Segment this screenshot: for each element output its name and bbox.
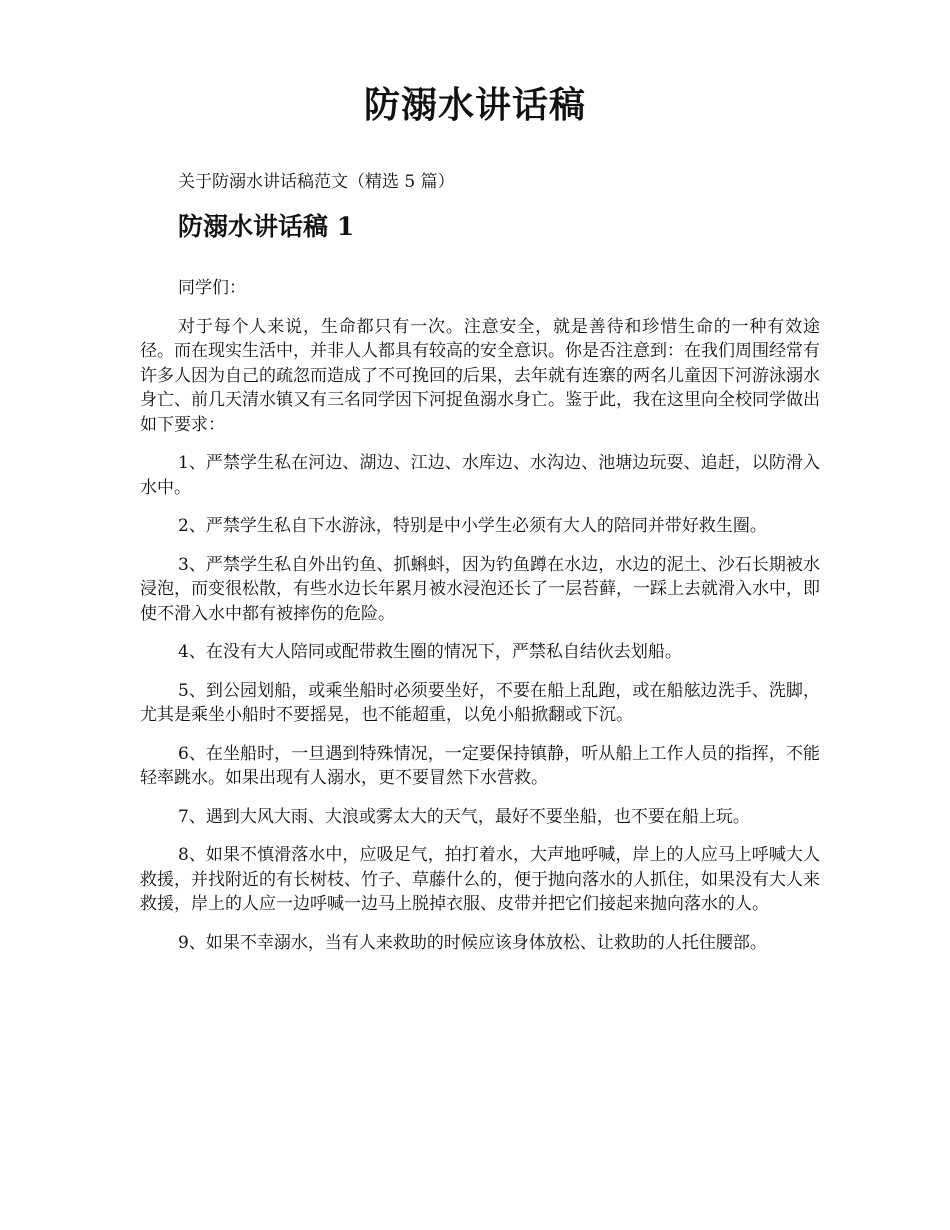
rule-paragraph-7: 7、遇到大风大雨、大浪或雾太大的天气，最好不要坐船，也不要在船上玩。 bbox=[178, 806, 750, 827]
rule-paragraph-1: 1、严禁学生私在河边、湖边、江边、水库边、水沟边、池塘边玩耍、追赶，以防滑入水中。 bbox=[140, 453, 820, 498]
section-heading: 防溺水讲话稿 1 bbox=[178, 212, 355, 241]
rule-paragraph-9: 9、如果不幸溺水，当有人来救助的时候应该身体放松、让救助的人托住腰部。 bbox=[178, 932, 767, 953]
document-subtitle: 关于防溺水讲话稿范文（精选 5 篇） bbox=[178, 172, 455, 192]
rule-paragraph-6: 6、在坐船时，一旦遇到特殊情况，一定要保持镇静，听从船上工作人员的指挥，不能轻率跳水。如果出现有人溺水，更不要冒然下水营救。 bbox=[140, 743, 820, 788]
rule-paragraph-2: 2、严禁学生私自下水游泳，特别是中小学生必须有大人的陪同并带好救生圈。 bbox=[178, 516, 767, 536]
document-body bbox=[140, 276, 820, 969]
document-title: 防溺水讲话稿 bbox=[363, 84, 586, 126]
rule-paragraph-5: 5、到公园划船，或乘坐船时必须要坐好，不要在船上乱跑，或在船舷边洗手、洗脚，尤其是乘坐小船时不要摇晃，也不能超重，以免小船掀翻或下沉。 bbox=[140, 680, 820, 725]
rule-paragraph-8: 8、如果不慎滑落水中，应吸足气，拍打着水，大声地呼喊，岸上的人应马上呼喊大人救援，并找附近的有长树枝、竹子、草藤什么的，便于抛向落水的人抓住，如果没有大人来救援，岸上的人应一边呼喊一边马上脱掉衣服、皮带并把它们接起来抛向落水的人。 bbox=[140, 845, 820, 914]
greeting-paragraph: 同学们： bbox=[178, 278, 246, 298]
intro-paragraph: 对于每个人来说，生命都只有一次。注意安全，就是善待和珍惜生命的一种有效途径。而在现实生活中，并非人人都具有较高的安全意识。你是否注意到：在我们周围经常有许多人因为自己的疏忽而造成了不可挽回的后果，去年就有连寨的两名儿童因下河游泳溺水身亡、前几天清水镇又有三名同学因下河捉鱼溺水身亡。鉴于此，我在这里向全校同学做出如下要求： bbox=[140, 316, 820, 435]
rule-paragraph-3: 3、严禁学生私自外出钓鱼、抓蝌蚪，因为钓鱼蹲在水边，水边的泥土、沙石长期被水浸泡，而变很松散，有些水边长年累月被水浸泡还长了一层苔藓，一踩上去就滑入水中，即使不滑入水中都有被摔伤的危险。 bbox=[140, 554, 820, 624]
rule-paragraph-4: 4、在没有大人陪同或配带救生圈的情况下，严禁私自结伙去划船。 bbox=[178, 642, 682, 662]
